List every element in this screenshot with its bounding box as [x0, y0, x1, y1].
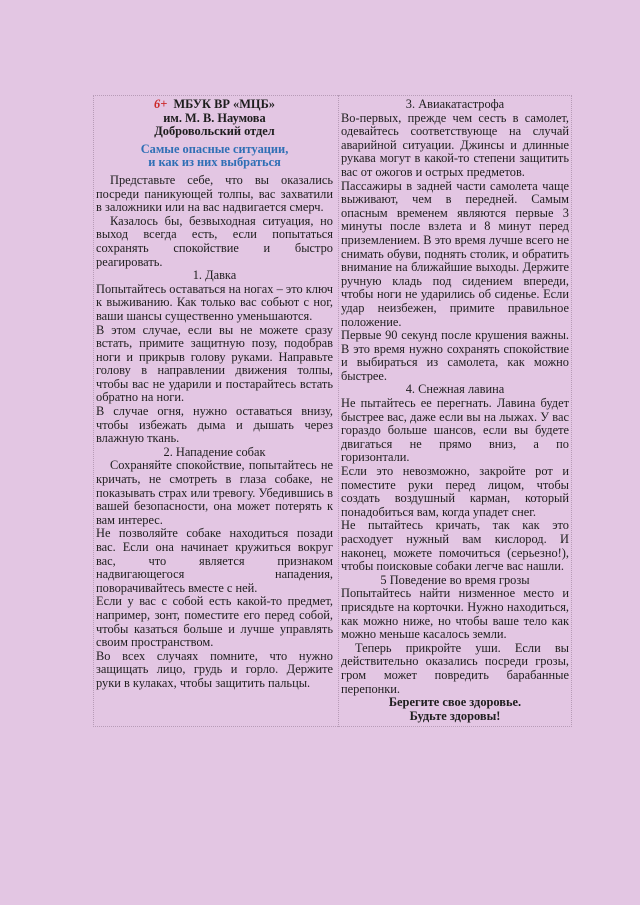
intro-paragraph: Представьте себе, что вы оказались посреди паникующей толпы, вас захватили в заложники или на вас надвигается смерч. [96, 172, 333, 215]
dogs-paragraph: Во всех случаях помните, что нужно защищать лицо, грудь и горло. Держите руки в кулаках, чтобы защитить пальцы. [96, 648, 333, 690]
plane-paragraph: Пассажиры в задней части самолета чаще выживают, чем в передней. Самым опасным временем являются первые 3 минуты после взлета и 8 минут перед приземлением. В это время лучше всего не снимать обуви, поднять столик, и обратить внимание на ближайшие выходы. Держите ручную кладь под сидением впереди, чтобы ноги не ударились об сиденье. Если удар неизбежен, примите правильное положение. [341, 178, 569, 329]
dogs-paragraph: Не позволяйте собаке находиться позади вас. Если она начинает кружиться вокруг вас, что является признаком надвигающегося нападения, поворачивайтесь вместе с ней. [96, 526, 333, 595]
section-title-thunderstorm: 5 Поведение во время грозы [380, 572, 530, 587]
section-title-avalanche: 4. Снежная лавина [405, 382, 505, 397]
department-name: Добровольский отдел [154, 124, 275, 139]
article-title-line-1: Самые опасные ситуации, [140, 141, 289, 156]
plane-paragraph: Первые 90 секунд после крушения важны. В это время нужно сохранять спокойствие и выбираться из самолета, как можно быстрее. [341, 328, 569, 383]
crush-paragraph: В случае огня, нужно оставаться внизу, чтобы избежать дыма и дышать через влажную ткань. [96, 404, 333, 446]
dogs-paragraph: Сохраняйте спокойствие, попытайтесь не кричать, не смотреть в глаза собаке, не показывать страх или тревогу. Убедившись в вашей безопасности, она может потерять к вам интерес. [96, 458, 333, 527]
section-title-crush: 1. Давка [192, 268, 237, 283]
crush-paragraph: Попытайтесь оставаться на ногах – это ключ к выживанию. Как только вас собьют с ног, ваши шансы существенно уменьшаются. [96, 281, 333, 323]
avalanche-paragraph: Не пытайтесь кричать, так как это расходует нужный вам кислород. И наконец, можете помочиться (серьезно!), чтобы поисковые собаки легче вас нашли. [341, 518, 569, 574]
section-title-dogs: 2. Нападение собак [163, 444, 266, 459]
storm-paragraph: Теперь прикройте уши. Если вы действительно оказались посреди грозы, гром может повредить барабанные перепонки. [341, 640, 569, 696]
header-org-line [96, 98, 333, 112]
closing-line: Берегите свое здоровье. [388, 695, 522, 710]
storm-paragraph: Попытайтесь найти низменное место и присядьте на корточки. Нужно находиться, как можно ниже, но чтобы ваше тело как можно меньше касалось земли. [341, 586, 569, 642]
library-named-after: им. М. В. Наумова [163, 110, 266, 125]
avalanche-paragraph: Если это невозможно, закройте рот и поместите руки перед лицом, чтобы создать воздушный карман, который понадобиться вам, когда упадет снег. [341, 464, 569, 519]
crush-paragraph: В этом случае, если вы не можете сразу встать, примите защитную позу, подобрав ноги и прикрыв голову руками. Направьте голову в направлении движения толпы, чтобы вас не ударили и постарайтесь встать обратно на ноги. [96, 322, 333, 405]
avalanche-paragraph: Не пытайтесь ее перегнать. Лавина будет быстрее вас, даже если вы на лыжах. У вас гораздо больше шансов, если вы будете двигаться не прямо вниз, а по горизонтали. [341, 396, 569, 465]
age-rating-badge: 6+ [154, 97, 168, 111]
intro-paragraph: Казалось бы, безвыходная ситуация, но выход всегда есть, если попытаться сохранять спокойствие и быстро реагировать. [96, 213, 333, 269]
closing-line: Будьте здоровы! [409, 708, 501, 723]
section-title-plane-crash: 3. Авиакатастрофа [405, 97, 505, 111]
right-column [341, 98, 569, 723]
article-title [96, 143, 333, 170]
left-column [96, 98, 333, 691]
article-title-line-2: и как из них выбраться [148, 155, 281, 170]
library-name: МБУК ВР «МЦБ» [173, 97, 275, 111]
dogs-paragraph: Если у вас с собой есть какой-то предмет, например, зонт, поместите его перед собой, чтобы казаться больше и лучше управлять своим пространством. [96, 594, 333, 650]
column-divider [338, 95, 339, 727]
plane-paragraph: Во-первых, прежде чем сесть в самолет, одевайтесь соответствующе на случай аварийной ситуации. Джинсы и длинные рукава могут в какой-то степени защитить вас от ожогов и острых предметов. [341, 110, 569, 179]
